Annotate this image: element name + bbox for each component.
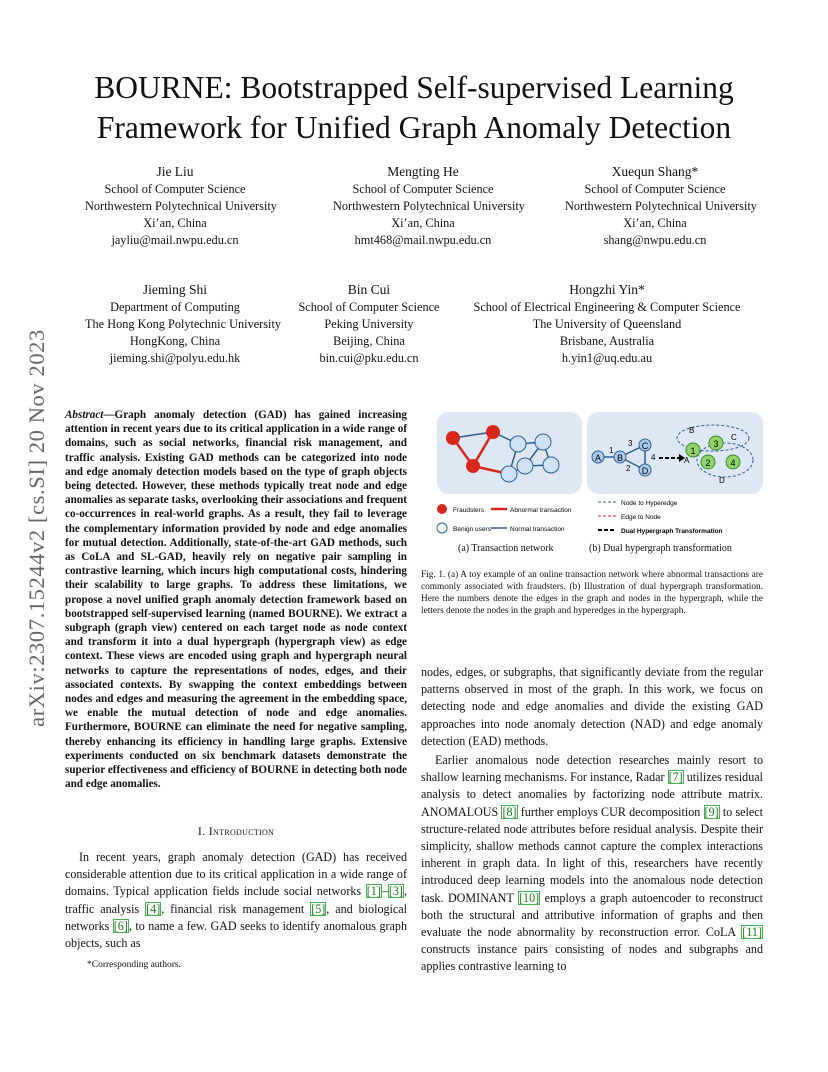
subcaption-b: (b) Dual hypergraph transformation: [589, 543, 732, 554]
footnote: *Corresponding authors.: [87, 960, 181, 970]
fraudster-icon: [486, 425, 500, 439]
intro-paragraph: [65, 849, 407, 952]
node-label: D: [641, 466, 649, 476]
node-label: B: [616, 453, 624, 463]
body-text: utilizes residual analysis to detect anomalies by factorizing node attribute matrix. ANOMALOUS: [421, 770, 763, 819]
benign-user-icon: [543, 457, 559, 473]
author-affiliation: The Hong Kong Polytechnic University: [85, 317, 282, 331]
legend-label: Normal transaction: [510, 526, 565, 533]
author-name: Hongzhi Yin*: [569, 282, 645, 297]
author-block: [279, 281, 459, 367]
author-affiliation: School of Computer Science: [584, 182, 726, 196]
legend-label: Fraudsters: [453, 507, 485, 514]
right-column-text: [421, 664, 763, 976]
edge-label: 3: [628, 439, 633, 448]
body-text: further employs CUR decomposition: [517, 804, 704, 819]
section-number: I.: [197, 824, 206, 838]
author-location: Xi’an, China: [623, 216, 687, 230]
benign-user-icon: [535, 434, 551, 450]
benign-user-icon: [510, 436, 526, 452]
author-location: Beijing, China: [333, 334, 405, 348]
fraudster-icon: [466, 459, 480, 473]
author-block: [85, 281, 282, 367]
edge-label: 1: [609, 446, 614, 455]
author-location: Xi’an, China: [143, 216, 207, 230]
author-block: [333, 163, 525, 249]
author-email: hmt468@mail.nwpu.edu.cn: [354, 233, 492, 247]
edge-label: 4: [651, 453, 656, 462]
hyperedge-label: D: [719, 476, 725, 485]
abstract: [65, 408, 407, 791]
body-text: employs a graph autoencoder to reconstruct both the structural and attributive information of graphs and then evaluate the node abnormality by reconstruction error. CoLA: [421, 890, 763, 940]
benign-user-icon: [517, 458, 533, 474]
author-name: Jie Liu: [156, 164, 194, 179]
author-affiliation: School of Computer Science: [352, 182, 494, 196]
node-label: C: [641, 441, 649, 451]
author-affiliation: Northwestern Polytechnical University: [565, 199, 757, 213]
title-line-1: BOURNE: Bootstrapped Self-supervised Learning: [94, 70, 734, 105]
author-affiliation: Northwestern Polytechnical University: [85, 199, 277, 213]
hypergraph-node-label: 4: [730, 458, 736, 468]
citation-link[interactable]: [5]: [311, 901, 326, 916]
abstract-label: Abstract: [65, 409, 104, 421]
hyperedge-label: C: [731, 433, 737, 442]
author-block: [565, 163, 757, 249]
arxiv-id-text: arXiv:2307.15244v2 [cs.SI] 20 Nov 2023: [24, 329, 49, 727]
citation-link[interactable]: [3]: [388, 884, 403, 899]
author-block: [457, 281, 757, 367]
legend-label: Edge to Node: [621, 514, 661, 521]
paragraph: [421, 752, 763, 976]
author-email: h.yin1@uq.edu.au: [561, 351, 653, 365]
author-affiliation: School of Computer Science: [104, 182, 246, 196]
author-location: Xi’an, China: [391, 216, 455, 230]
author-affiliation: Peking University: [324, 317, 414, 331]
paragraph: nodes, edges, or subgraphs, that significantly deviate from the regular patterns observed in most of the graph. In this work, we focus on detecting node and edge anomalies and divide the existing GAD approaches into node anomaly detection (NAD) and edge anomaly detection (EAD) methods.: [421, 665, 763, 748]
author-location: HongKong, China: [129, 334, 221, 348]
author-affiliation: School of Electrical Engineering & Computer Science: [473, 300, 741, 314]
fraudster-icon: [446, 431, 460, 445]
author-email: bin.cui@pku.edu.cn: [319, 351, 419, 365]
benign-user-icon: [501, 466, 517, 482]
citation-link[interactable]: [7]: [668, 770, 683, 785]
author-name: Xuequn Shang*: [611, 164, 699, 179]
figure-1: [423, 410, 763, 540]
citation-link[interactable]: [10]: [519, 890, 540, 905]
caption-label: Fig. 1.: [421, 570, 446, 580]
section-title: Introduction: [208, 824, 275, 838]
author-affiliation: Northwestern Polytechnical University: [333, 199, 525, 213]
intro-text: , to name a few. GAD seeks to identify anomalous graph objects, such as: [65, 918, 407, 951]
intro-text: , financial risk management: [161, 901, 311, 916]
citation-link[interactable]: [1]: [366, 884, 381, 899]
author-affiliation: The University of Queensland: [532, 317, 682, 331]
body-text: to select structure-related node attributes before residual analysis. Despite their simplicity, shallow methods cannot capture the complex interactions inherent in graph data. In light of this, researchers have recently introduced deep learning models into the anomalous node detection task. DOMINANT: [421, 804, 763, 905]
intro-text: –: [381, 884, 388, 899]
author-email: jieming.shi@polyu.edu.hk: [109, 351, 241, 365]
legend-label: Dual Hypergraph Transformation: [621, 528, 723, 535]
author-affiliation: School of Computer Science: [298, 300, 440, 314]
figure-caption: [421, 569, 763, 617]
hypergraph-node-label: 1: [690, 446, 696, 456]
author-email: shang@nwpu.edu.cn: [603, 233, 707, 247]
legend-label: Benign users: [453, 526, 491, 533]
figure-legend: [437, 500, 723, 535]
author-block: [85, 163, 277, 249]
author-name: Jieming Shi: [142, 282, 208, 297]
legend-label: Node to Hyperedge: [621, 500, 678, 507]
edge-label: 2: [626, 464, 631, 473]
legend-label: Abnormal transaction: [510, 507, 572, 514]
author-name: Mengting He: [387, 164, 459, 179]
citation-link[interactable]: [8]: [502, 804, 517, 819]
citation-link[interactable]: [9]: [704, 804, 719, 819]
node-label: A: [594, 453, 602, 463]
citation-link[interactable]: [4]: [146, 901, 161, 916]
section-heading: [65, 824, 407, 839]
intro-text: , and biological networks: [65, 901, 407, 933]
hypergraph-node-label: 2: [705, 458, 711, 468]
author-location: Brisbane, Australia: [559, 334, 655, 348]
hypergraph-node-label: 3: [713, 439, 719, 449]
intro-text: In recent years, graph anomaly detection (GAD) has received considerable attention due to its critical application in a wide range of domains. Typical application fields include social networks: [65, 850, 407, 899]
figure-graphic: [423, 410, 763, 540]
citation-link[interactable]: [11]: [742, 925, 762, 940]
author-affiliation: Department of Computing: [110, 300, 240, 314]
body-text: Earlier anomalous node detection researches mainly resort to shallow learning mechanisms. For instance, Radar: [421, 753, 763, 785]
caption-text: (a) A toy example of an online transaction network where abnormal transactions are commonly associated with fraudsters. (b) Illustration of dual hypergraph transformation. Here the numbers denote the edges in the graph and nodes in the hypergraph, while the letters denote the nodes in the graph and hyperedges in the hypergraph.: [421, 570, 763, 616]
citation-link[interactable]: [6]: [113, 918, 128, 933]
paper-title: [60, 68, 768, 148]
abstract-text: —Graph anomaly detection (GAD) has gained increasing attention in recent years due to its critical application in a wide range of domains, such as social networks, financial risk management, and traffic analysis. Existing GAD methods can be categorized into node and edge anomaly detection models based on the type of graph objects being detected. However, these methods typically treat node and edge anomalies as separate tasks, overlooking their associations and frequent co-occurrences in real-world graphs. As a result, they fail to leverage the complementary information provided by node and edge anomalies for mutual detection. Additionally, state-of-the-art GAD methods, such as CoLA and SL-GAD, heavily rely on negative pair sampling in contrastive learning, which incurs high computational costs, hindering their scalability to large graphs. To address these limitations, we propose a novel unified graph anomaly detection framework based on bootstrapped self-supervised learning (named BOURNE). We extract a subgraph (graph view) centered on each target node as node context and transform it into a dual hypergraph (hypergraph view) as edge context. These views are encoded using graph and hypergraph neural networks to capture the representations of nodes, edges, and their associated contexts. By swapping the context embeddings between nodes and edges and measuring the agreement in the embedding space, we enable the mutual detection of node and edge anomalies. Furthermore, BOURNE can eliminate the need for negative sampling, thereby enhancing its efficiency in handling large graphs. Extensive experiments conducted on six benchmark datasets demonstrate the superior effectiveness and efficiency of BOURNE in detecting both node and edge anomalies.: [65, 409, 407, 791]
subcaption-a: (a) Transaction network: [458, 543, 554, 554]
body-text: constructs instance pairs consisting of nodes and subgraphs and applies contrastive learning to: [421, 942, 763, 974]
author-name: Bin Cui: [347, 282, 391, 297]
title-line-2: Framework for Unified Graph Anomaly Detection: [96, 110, 732, 145]
intro-text: , traffic analysis: [65, 884, 407, 916]
hyperedge-label: B: [689, 426, 695, 435]
hyperedge-label: A: [684, 456, 690, 465]
author-email: jayliu@mail.nwpu.edu.cn: [111, 233, 239, 247]
